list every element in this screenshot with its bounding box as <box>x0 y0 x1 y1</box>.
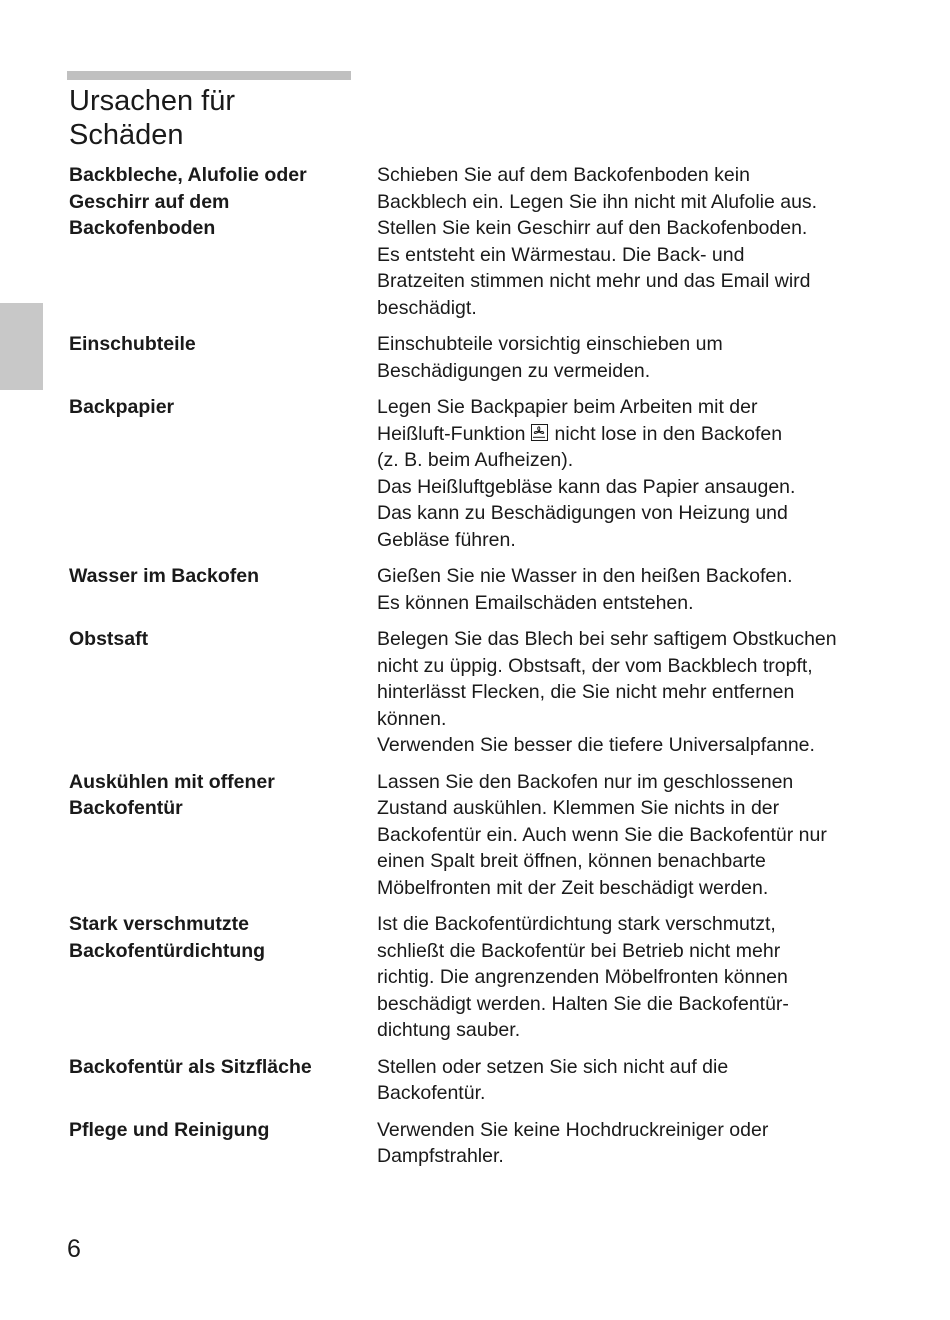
desc-line-with-icon <box>377 421 889 448</box>
term-line: Backpapier <box>69 396 175 418</box>
desc-line: dichtung sauber. <box>377 1019 521 1041</box>
entry-description <box>377 626 889 759</box>
desc-line: Verwenden Sie besser die tiefere Universalpfanne. <box>377 734 815 756</box>
list-item <box>69 1054 889 1107</box>
page-number: 6 <box>67 1235 81 1263</box>
desc-line: Schieben Sie auf dem Backofenboden kein <box>377 164 750 186</box>
entry-term <box>69 394 377 553</box>
desc-fragment: Heißluft-Funktion <box>377 422 526 445</box>
term-line: Pflege und Reinigung <box>69 1118 270 1141</box>
desc-line: schließt die Backofentür bei Betrieb nicht mehr <box>377 939 781 962</box>
desc-fragment: nicht lose in den Backofen <box>554 422 783 445</box>
term-line: Backofenboden <box>69 217 216 239</box>
desc-line: Möbelfronten mit der Zeit beschädigt werden. <box>377 876 769 899</box>
desc-line: nicht zu üppig. Obstsaft, der vom Backblech tropft, <box>377 654 813 677</box>
entry-description <box>377 911 889 1044</box>
list-item <box>69 626 889 759</box>
term-line: Auskühlen mit offener <box>69 770 275 793</box>
desc-line: Backofentür ein. Auch wenn Sie die Backofentür nur <box>377 823 827 846</box>
entry-description <box>377 162 889 321</box>
entry-description <box>377 1117 889 1170</box>
entry-term <box>69 911 377 1044</box>
term-line: Backofentürdichtung <box>69 939 266 962</box>
list-item <box>69 394 889 553</box>
desc-line: Es entsteht ein Wärmestau. Die Back- und <box>377 243 745 266</box>
desc-line: beschädigt. <box>377 296 477 319</box>
desc-line: Backofentür. <box>377 1082 486 1104</box>
entry-term <box>69 563 377 616</box>
desc-line: Stellen oder setzen Sie sich nicht auf die <box>377 1055 729 1078</box>
desc-line: Lassen Sie den Backofen nur im geschlossenen <box>377 770 794 793</box>
desc-line: einen Spalt breit öffnen, können benachbarte <box>377 850 766 872</box>
term-line: Wasser im Backofen <box>69 565 260 587</box>
desc-line: Ist die Backofentürdichtung stark verschmutzt, <box>377 913 776 935</box>
page-title <box>69 84 369 152</box>
entry-term <box>69 331 377 384</box>
desc-line: Belegen Sie das Blech bei sehr saftigem Obstkuchen <box>377 628 837 650</box>
hot-air-fan-icon <box>531 424 548 441</box>
term-line: Stark verschmutzte <box>69 913 249 935</box>
desc-line: Dampfstrahler. <box>377 1145 504 1167</box>
desc-line: können. <box>377 707 447 730</box>
entry-description <box>377 331 889 384</box>
desc-line: Bratzeiten stimmen nicht mehr und das Email wird <box>377 270 811 292</box>
term-line: Geschirr auf dem <box>69 190 230 213</box>
desc-line: Backblech ein. Legen Sie ihn nicht mit Alufolie aus. <box>377 190 818 213</box>
desc-line: Zustand auskühlen. Klemmen Sie nichts in der <box>377 797 780 819</box>
desc-line: Gießen Sie nie Wasser in den heißen Backofen. <box>377 565 793 587</box>
list-item <box>69 1117 889 1170</box>
desc-line: beschädigt werden. Halten Sie die Backofentür- <box>377 992 789 1015</box>
entry-term <box>69 769 377 902</box>
entry-description <box>377 1054 889 1107</box>
entry-description <box>377 394 889 553</box>
entry-term <box>69 162 377 321</box>
page-title-line: Ursachen für <box>69 85 236 117</box>
desc-line: (z. B. beim Aufheizen). <box>377 449 574 471</box>
list-item <box>69 331 889 384</box>
page-title-line: Schäden <box>69 119 184 151</box>
list-item <box>69 162 889 321</box>
desc-line: Stellen Sie kein Geschirr auf den Backofenboden. <box>377 217 808 239</box>
entry-description <box>377 563 889 616</box>
desc-line: Das Heißluftgebläse kann das Papier ansaugen. <box>377 475 796 498</box>
desc-line: Verwenden Sie keine Hochdruckreiniger oder <box>377 1118 769 1141</box>
term-line: Backofentür als Sitzfläche <box>69 1055 312 1078</box>
list-item <box>69 769 889 902</box>
desc-line: Einschubteile vorsichtig einschieben um <box>377 333 723 355</box>
desc-line: Beschädigungen zu vermeiden. <box>377 359 651 382</box>
chapter-side-tab <box>0 303 43 390</box>
desc-line: Legen Sie Backpapier beim Arbeiten mit der <box>377 396 758 418</box>
desc-line: Das kann zu Beschädigungen von Heizung und <box>377 502 788 524</box>
desc-line: hinterlässt Flecken, die Sie nicht mehr entfernen <box>377 681 795 703</box>
term-line: Backofentür <box>69 797 183 819</box>
list-item <box>69 563 889 616</box>
desc-line: Gebläse führen. <box>377 528 516 551</box>
damage-causes-list <box>69 162 889 1180</box>
list-item <box>69 911 889 1044</box>
entry-term <box>69 1054 377 1107</box>
section-top-rule <box>67 71 351 80</box>
desc-line: Es können Emailschäden entstehen. <box>377 591 694 614</box>
entry-description <box>377 769 889 902</box>
term-line: Obstsaft <box>69 628 149 650</box>
desc-line: richtig. Die angrenzenden Möbelfronten können <box>377 966 788 988</box>
term-line: Einschubteile <box>69 333 196 355</box>
entry-term <box>69 626 377 759</box>
term-line: Backbleche, Alufolie oder <box>69 164 307 186</box>
entry-term <box>69 1117 377 1170</box>
